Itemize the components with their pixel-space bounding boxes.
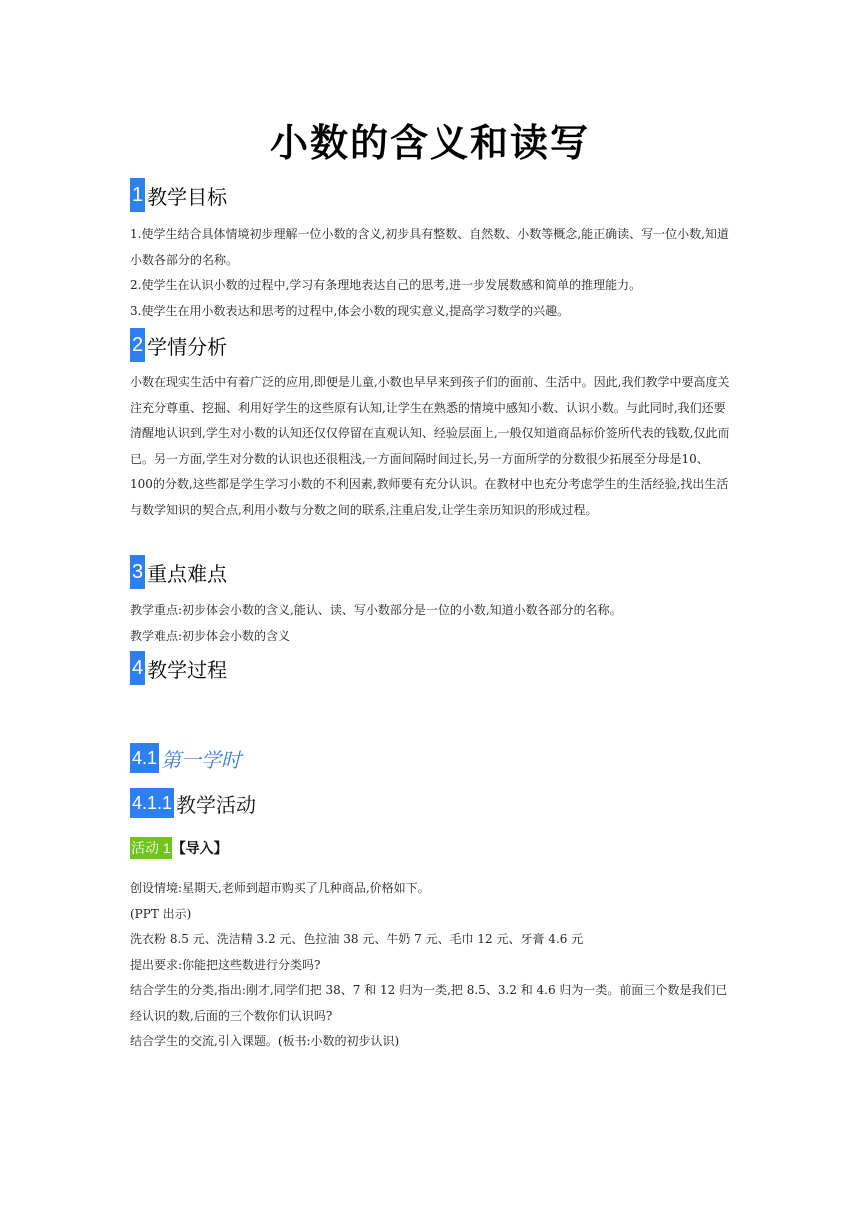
heading-number: 2 [130, 328, 145, 362]
heading-teaching-activities [130, 788, 256, 818]
paragraph: 结合学生的交流,引入课题。(板书:小数的初步认识) [130, 1034, 400, 1048]
heading-number: 1 [130, 178, 145, 212]
heading-text: 【导入】 [171, 841, 228, 857]
paragraph: 提出要求:你能把这些数进行分类吗? [130, 957, 321, 972]
paragraph: 2.使学生在认识小数的过程中,学习有条理地表达自己的思考,进一步发展数感和简单的推理能力。 [130, 278, 642, 292]
heading-student-analysis [130, 328, 227, 362]
heading-number: 4 [130, 651, 145, 685]
heading-activity-1 [130, 837, 228, 859]
heading-text: 第一学时 [161, 747, 242, 772]
paragraph: 1.使学生结合具体情境初步理解一位小数的含义,初步具有整数、自然数、小数等概念,能正确读、写一位小数,知道小数各部分的名称。 [130, 227, 729, 267]
heading-number: 3 [130, 555, 145, 589]
paragraph: 教学难点:初步体会小数的含义 [130, 628, 291, 643]
paragraph: 结合学生的分类,指出:刚才,同学们把 38、7 和 12 归为一类,把 8.5、3.2 和 4.6 归为一类。前面三个数是我们已经认识的数,后面的三个数你们认识吗? [130, 983, 728, 1023]
paragraph: 3.使学生在用小数表达和思考的过程中,体会小数的现实意义,提高学习数学的兴趣。 [130, 303, 570, 318]
section-key-points-body [130, 598, 730, 649]
section-goals-body [130, 222, 730, 324]
section-analysis-body [130, 370, 730, 523]
heading-text: 教学目标 [147, 184, 228, 209]
heading-text: 重点难点 [147, 561, 228, 586]
activity-1-body [130, 876, 730, 1055]
paragraph: 小数在现实生活中有着广泛的应用,即便是儿童,小数也早早来到孩子们的面前、生活中。因此,我们教学中要高度关注充分尊重、挖掘、利用好学生的这些原有认知,让学生在熟悉的情境中感知小数、认识小数。与此同时,我们还要清醒地认识到,学生对小数的认知还仅仅停留在直观认知、经验层面上,一般仅知道商品标价签所代表的钱数,仅此而已。另一方面,学生对分数的认识也还很粗浅,一方面间隔时间过长,另一方面所学的分数很少拓展至分母是10、100的分数,这些都是学生学习小数的不利因素,教师要有充分认识。在教材中也充分考虑学生的生活经验,找出生活与数学知识的契合点,利用小数与分数之间的联系,注重启发,让学生亲历知识的形成过程。 [130, 375, 730, 517]
heading-text: 教学过程 [147, 657, 228, 682]
heading-teaching-process [130, 651, 227, 685]
paragraph: 洗衣粉 8.5 元、洗洁精 3.2 元、色拉油 38 元、牛奶 7 元、毛巾 12 元、牙膏 4.6 元 [130, 932, 584, 946]
paragraph: (PPT 出示) [130, 906, 192, 921]
heading-number: 4.1.1 [130, 788, 174, 818]
heading-first-lesson [130, 743, 241, 773]
paragraph: 教学重点:初步体会小数的含义,能认、读、写小数部分是一位的小数,知道小数各部分的名称。 [130, 603, 622, 617]
heading-text: 学情分析 [147, 334, 228, 359]
activity-badge: 活动 1 [130, 837, 172, 859]
heading-text: 教学活动 [176, 792, 257, 817]
heading-number: 4.1 [130, 743, 159, 773]
page-title: 小数的含义和读写 [269, 121, 590, 165]
heading-key-points [130, 555, 227, 589]
heading-teaching-goals [130, 178, 227, 212]
paragraph: 创设情境:星期天,老师到超市购买了几种商品,价格如下。 [130, 881, 430, 895]
